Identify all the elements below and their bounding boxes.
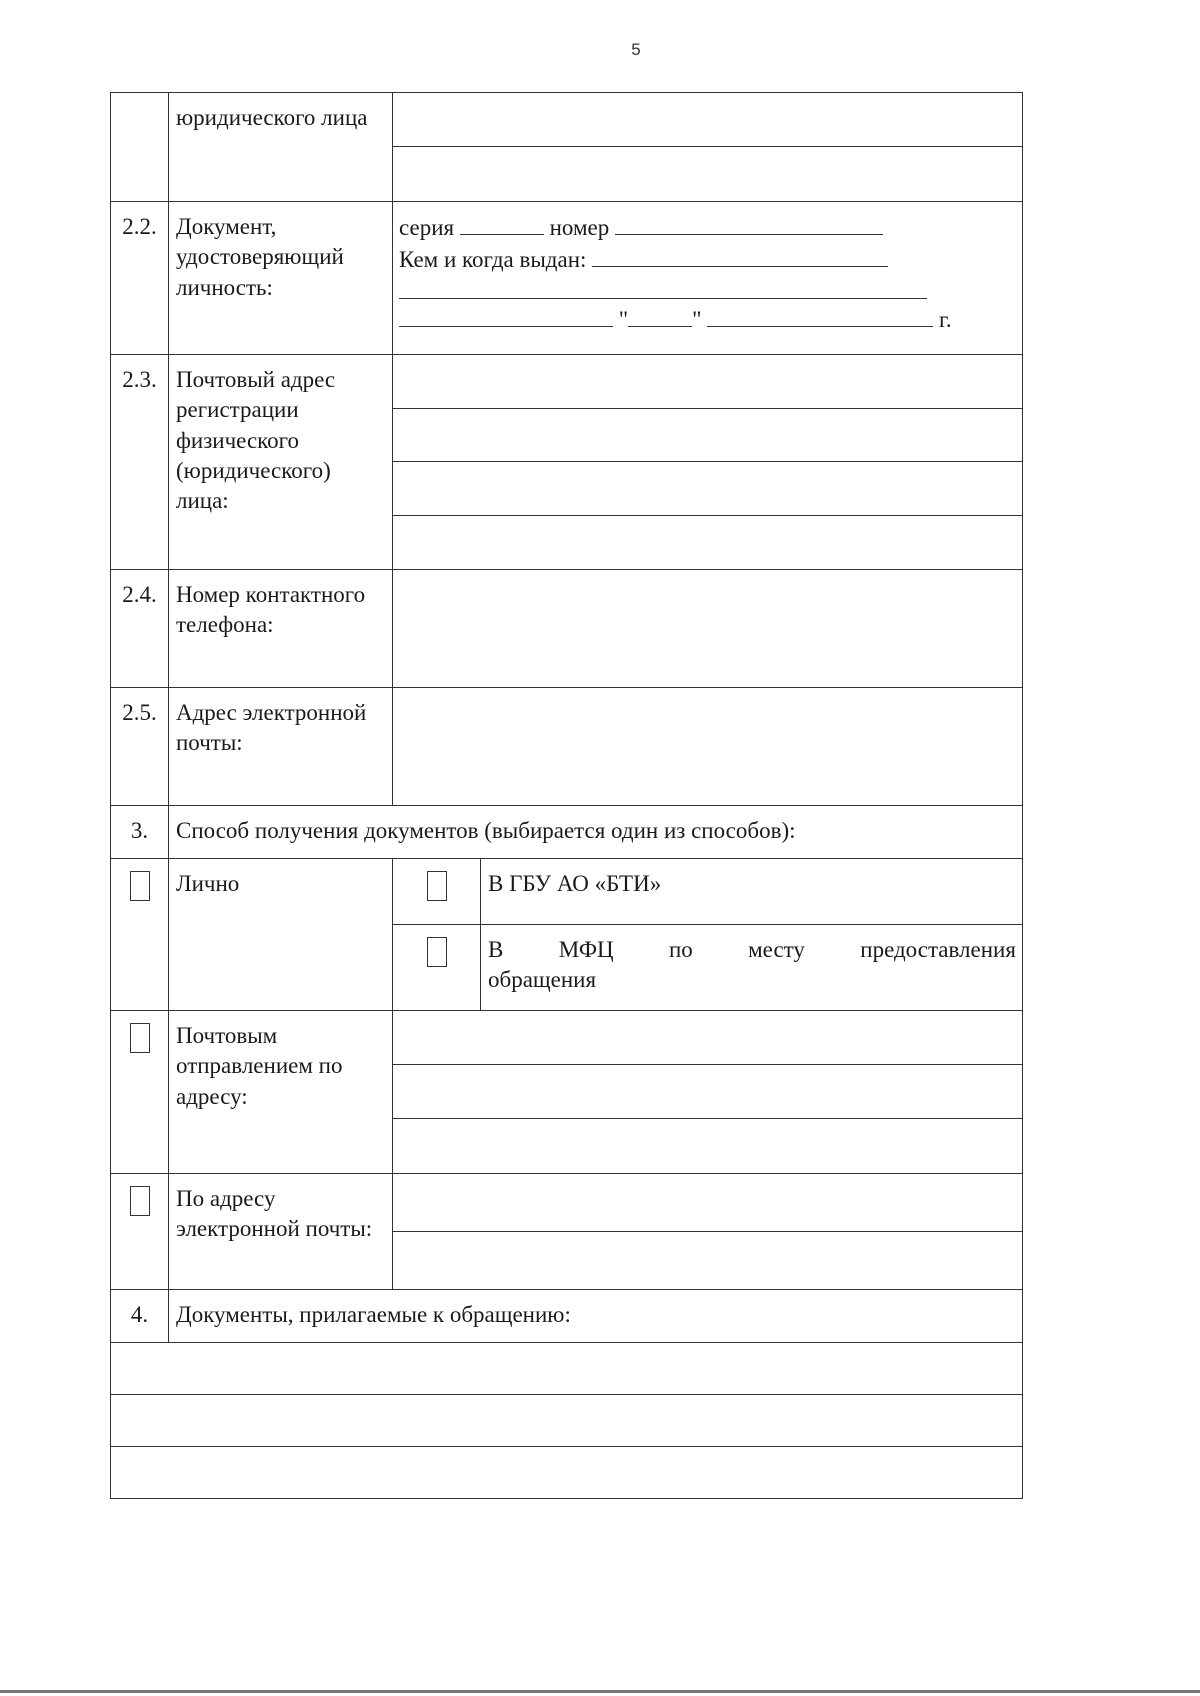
issued-by-input[interactable] bbox=[399, 304, 613, 327]
row-number: 4. bbox=[111, 1290, 169, 1343]
mfc-word: предоставления bbox=[860, 937, 1016, 962]
input-line[interactable] bbox=[393, 1119, 1022, 1172]
page-bottom-rule bbox=[0, 1690, 1200, 1693]
label-in-person: Лично bbox=[169, 859, 393, 1011]
row-number: 2.2. bbox=[111, 202, 169, 355]
mfc-checkbox-cell[interactable] bbox=[393, 925, 481, 1011]
label-gbu: В ГБУ АО «БТИ» bbox=[481, 859, 1023, 925]
input-line[interactable] bbox=[393, 1065, 1022, 1119]
postal-checkbox-cell[interactable] bbox=[111, 1011, 169, 1174]
row-postal-address bbox=[111, 355, 1023, 570]
mfc-checkbox[interactable] bbox=[427, 937, 447, 967]
row-delivery-email bbox=[111, 1174, 1023, 1290]
row-num-empty bbox=[111, 93, 169, 202]
application-form-table bbox=[110, 92, 1023, 1499]
series-input[interactable] bbox=[460, 212, 544, 235]
row-number: 2.5. bbox=[111, 688, 169, 806]
gbu-checkbox-cell[interactable] bbox=[393, 859, 481, 925]
series-label: серия bbox=[399, 215, 455, 240]
page-number: 5 bbox=[631, 40, 641, 59]
row-identity-document bbox=[111, 202, 1023, 355]
label-legal-entity: юридического лица bbox=[169, 93, 393, 202]
row-delivery-in-person bbox=[111, 859, 1023, 925]
field-email[interactable] bbox=[393, 688, 1023, 806]
in-person-checkbox[interactable] bbox=[130, 871, 150, 901]
postal-checkbox[interactable] bbox=[130, 1023, 150, 1053]
day-input[interactable] bbox=[628, 304, 692, 327]
input-line[interactable] bbox=[393, 93, 1022, 147]
label-delivery-method: Способ получения документов (выбирается один из способов): bbox=[169, 806, 1023, 859]
mfc-word: В bbox=[488, 937, 504, 962]
month-year-input[interactable] bbox=[707, 304, 933, 327]
row-number: 3. bbox=[111, 806, 169, 859]
input-line[interactable] bbox=[393, 147, 1022, 200]
input-line[interactable] bbox=[111, 1395, 1023, 1447]
email-checkbox[interactable] bbox=[130, 1186, 150, 1216]
row-delivery-method bbox=[111, 806, 1023, 859]
label-email-delivery: По адресу электронной почты: bbox=[169, 1174, 393, 1290]
label-phone: Номер контактного телефона: bbox=[169, 570, 393, 688]
input-line[interactable] bbox=[393, 1011, 1022, 1065]
mfc-line2: обращения bbox=[488, 967, 597, 993]
row-legal-entity bbox=[111, 93, 1023, 202]
quote-open: " bbox=[618, 307, 629, 332]
label-identity-document: Документ, удостоверяющий личность: bbox=[169, 202, 393, 355]
row-number: 2.4. bbox=[111, 570, 169, 688]
row-delivery-postal bbox=[111, 1011, 1023, 1174]
row-email bbox=[111, 688, 1023, 806]
row-attached-documents bbox=[111, 1290, 1023, 1343]
attached-document-line[interactable] bbox=[111, 1395, 1023, 1447]
input-line[interactable] bbox=[393, 355, 1022, 409]
label-attached-documents: Документы, прилагаемые к обращению: bbox=[169, 1290, 1023, 1343]
issued-label: Кем и когда выдан: bbox=[399, 247, 587, 272]
input-line[interactable] bbox=[393, 1232, 1022, 1289]
email-checkbox-cell[interactable] bbox=[111, 1174, 169, 1290]
year-suffix: г. bbox=[939, 307, 952, 332]
issued-input[interactable] bbox=[592, 244, 888, 267]
in-person-checkbox-cell[interactable] bbox=[111, 859, 169, 1011]
attached-document-line[interactable] bbox=[111, 1447, 1023, 1499]
label-postal: Почтовым отправлением по адресу: bbox=[169, 1011, 393, 1174]
number-label: номер bbox=[549, 215, 610, 240]
input-line[interactable] bbox=[393, 1174, 1022, 1232]
row-number: 2.3. bbox=[111, 355, 169, 570]
issued-input-continued[interactable] bbox=[399, 276, 927, 299]
row-phone bbox=[111, 570, 1023, 688]
quote-close: " bbox=[692, 307, 702, 332]
input-line[interactable] bbox=[393, 462, 1022, 516]
input-line[interactable] bbox=[111, 1447, 1023, 1499]
mfc-word: месту bbox=[748, 937, 805, 962]
number-input[interactable] bbox=[615, 212, 883, 235]
label-postal-address: Почтовый адрес регистрации физического (юридического) лица: bbox=[169, 355, 393, 570]
field-phone[interactable] bbox=[393, 570, 1023, 688]
input-line[interactable] bbox=[393, 409, 1022, 463]
field-legal-entity[interactable] bbox=[393, 93, 1023, 202]
field-email-delivery[interactable] bbox=[393, 1174, 1023, 1290]
field-postal-address-delivery[interactable] bbox=[393, 1011, 1023, 1174]
input-line[interactable] bbox=[393, 516, 1022, 569]
input-line[interactable] bbox=[111, 1343, 1023, 1395]
mfc-word: МФЦ bbox=[558, 937, 614, 962]
mfc-word: по bbox=[668, 937, 693, 962]
field-identity-document[interactable] bbox=[393, 202, 1023, 355]
field-postal-address[interactable] bbox=[393, 355, 1023, 570]
attached-document-line[interactable] bbox=[111, 1343, 1023, 1395]
label-mfc bbox=[481, 925, 1023, 1011]
gbu-checkbox[interactable] bbox=[427, 871, 447, 901]
label-email: Адрес электронной почты: bbox=[169, 688, 393, 806]
